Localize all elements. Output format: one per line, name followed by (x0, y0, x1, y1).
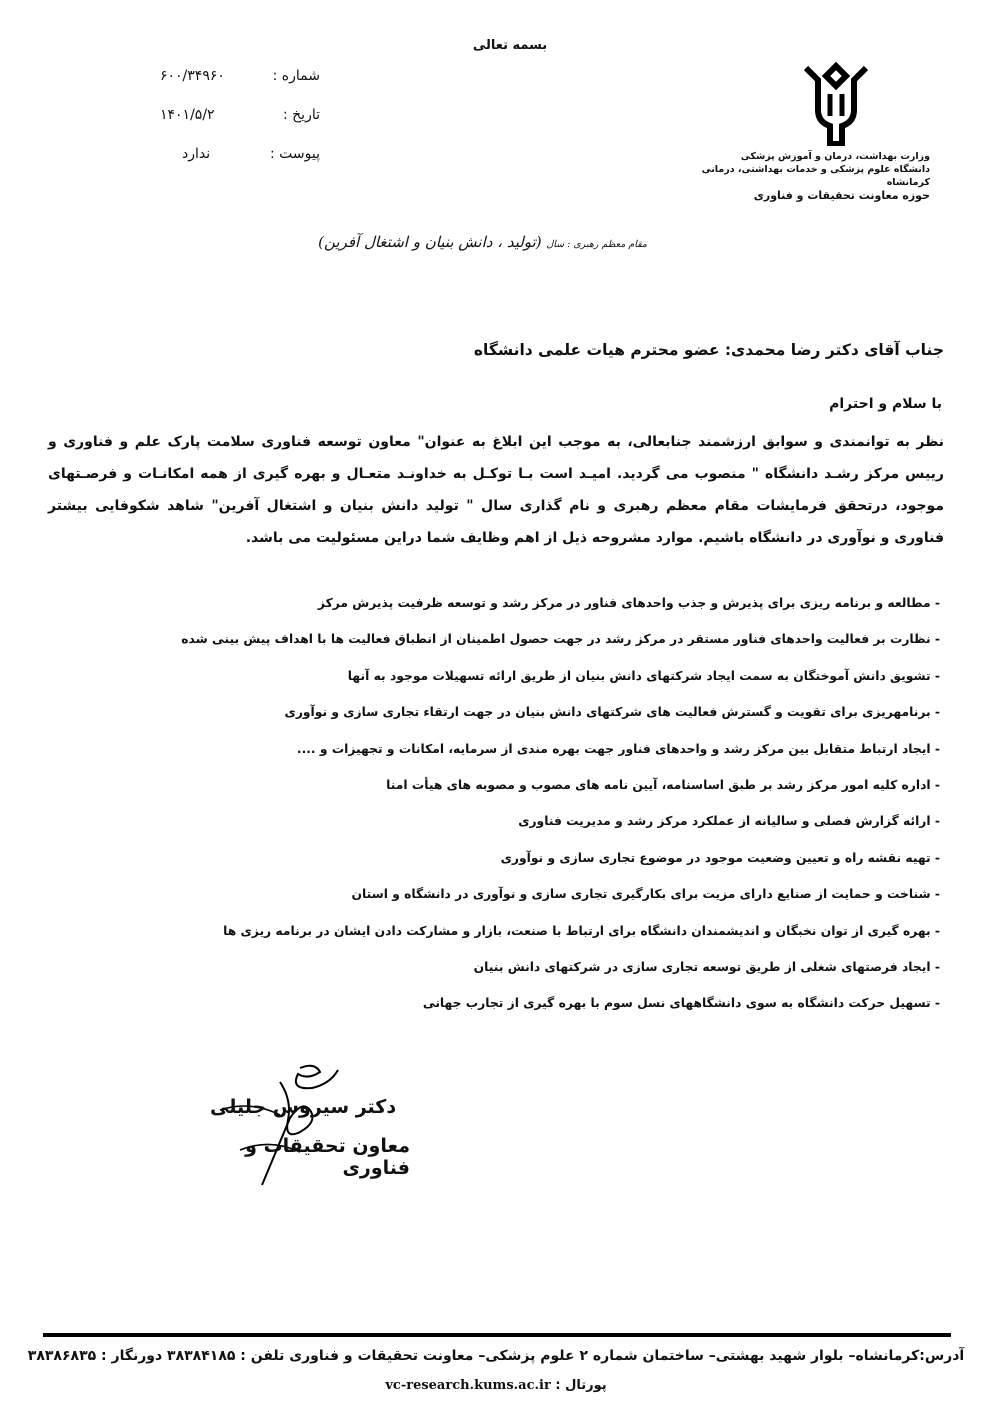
signature-block (180, 1060, 410, 1190)
duty-item: - بهره گیری از توان نخبگان و اندیشمندان دانشگاه برای ارتباط با صنعت، بازار و مشارکت دادن ایشان در برنامه ریزی ها (223, 923, 940, 938)
organization-university: دانشگاه علوم پزشکی و خدمات بهداشتی، درمانی کرمانشاه (701, 164, 930, 188)
signatory-title: معاون تحقیقات و فناوری (245, 1135, 410, 1179)
duty-item: - اداره کلیه امور مرکز رشد بر طبق اساسنامه، آیین نامه های مصوب و مصوبه های هیأت امنا (386, 777, 940, 792)
duty-item: - مطالعه و برنامه ریزی برای پذیرش و جذب واحدهای فناور در مرکز رشد و توسعه ظرفیت پذیرش مرکز (317, 596, 940, 610)
letter-attachment-label: پیوست : (270, 146, 320, 162)
letter-date-label: تاریخ : (282, 107, 320, 123)
duty-item: - ارائه گزارش فصلی و سالیانه از عملکرد مرکز رشد و مدیریت فناوری (518, 814, 940, 829)
organization-ministry: وزارت بهداشت، درمان و آموزش پزشکی (740, 151, 930, 162)
bismillah-heading: بسمه تعالی (472, 38, 548, 53)
year-slogan (318, 233, 647, 251)
organization-block (690, 150, 930, 202)
footer-address: آدرس:کرمانشاه– بلوار شهید بهشتی– ساختمان شماره ۲ علوم پزشکی– معاونت تحقیقات و فناوری تلفن : ۳۸۳۸۴۱۸۵ دورنگار : ۳۸۳۸۶۸۳۵ (27, 1348, 965, 1364)
duty-item: - تهیه نقشه راه و تعیین وضعیت موجود در موضوع تجاری سازی و نوآوری (500, 850, 940, 865)
recipient-line: جناب آقای دکتر رضا محمدی: عضو محترم هیات علمی دانشگاه (473, 341, 944, 359)
letter-number-value: ۶۰۰/۳۴۹۶۰ (160, 68, 225, 84)
letter-number-label: شماره : (272, 68, 320, 84)
letter-attachment-value: ندارد (182, 146, 211, 162)
duty-item: - نظارت بر فعالیت واحدهای فناور مستقر در مرکز رشد در جهت حصول اطمینان از انطباق فعالیت ها با اهداف پیش بینی شده (181, 632, 940, 647)
duties-list (60, 593, 940, 1030)
letter-body: نظر به توانمندی و سوابق ارزشمند جنابعالی، به موجب این ابلاغ به عنوان" معاون توسعه فناوری سلامت پارک علم و فناوری و رییس مرکز رشـد دانشگاه " منصوب می گردید. امیـد است بـا توکـل به خداونـد متعـال و بهره گیری از همه امکانـات و فرصـتهای موجود، درتحقق فرمایشات مقام معظم رهبری و نام گذاری سال " تولید دانش بنیان و اشتغال آفرین" شاهد شکوفایی بیشتر فناوری و نوآوری در دانشگاه باشیم. موارد مشروحه ذیل از اهم وظایف شما دراین مسئولیت می باشد. (48, 434, 944, 546)
slogan-text: (تولید ، دانش بنیان و اشتغال آفرین) (318, 233, 542, 251)
footer-divider (43, 1333, 951, 1337)
greeting: با سلام و احترام (829, 396, 942, 412)
duty-item: - ایجاد فرصتهای شغلی از طریق توسعه تجاری سازی در شرکتهای دانش بنیان (473, 959, 940, 974)
duty-item: - ایجاد ارتباط متقابل بین مرکز رشد و واحدهای فناور جهت بهره مندی از سرمایه، امکانات و تجهیزات و .... (296, 741, 940, 756)
portal-url: vc-research.kums.ac.ir (385, 1378, 551, 1393)
footer-portal (0, 1378, 992, 1393)
organization-department: حوزه معاونت تحقیقات و فناوری (753, 189, 930, 202)
duty-item: - تشویق دانش آموختگان به سمت ایجاد شرکتهای دانش بنیان از طریق ارائه تسهیلات موجود به آنها (347, 668, 940, 683)
slogan-prefix: مقام معظم رهبری : سال (546, 239, 647, 250)
university-logo (796, 60, 876, 146)
duty-item: - شناخت و حمایت از صنایع دارای مزیت برای بکارگیری تجاری سازی و نوآوری در دانشگاه و استان (351, 887, 940, 902)
signatory-name: دکتر سیروس جلیلی (210, 1096, 397, 1118)
portal-label: پورتال : (555, 1378, 607, 1393)
duty-item: - برنامهریزی برای تقویت و گسترش فعالیت های شرکتهای دانش بنیان در جهت ارتقاء تجاری سازی و نوآوری (284, 705, 940, 720)
letter-date-value: ۱۴۰۱/۵/۲ (160, 107, 215, 123)
duty-item: - تسهیل حرکت دانشگاه به سوی دانشگاههای نسل سوم با بهره گیری از تجارب جهانی (422, 996, 940, 1011)
